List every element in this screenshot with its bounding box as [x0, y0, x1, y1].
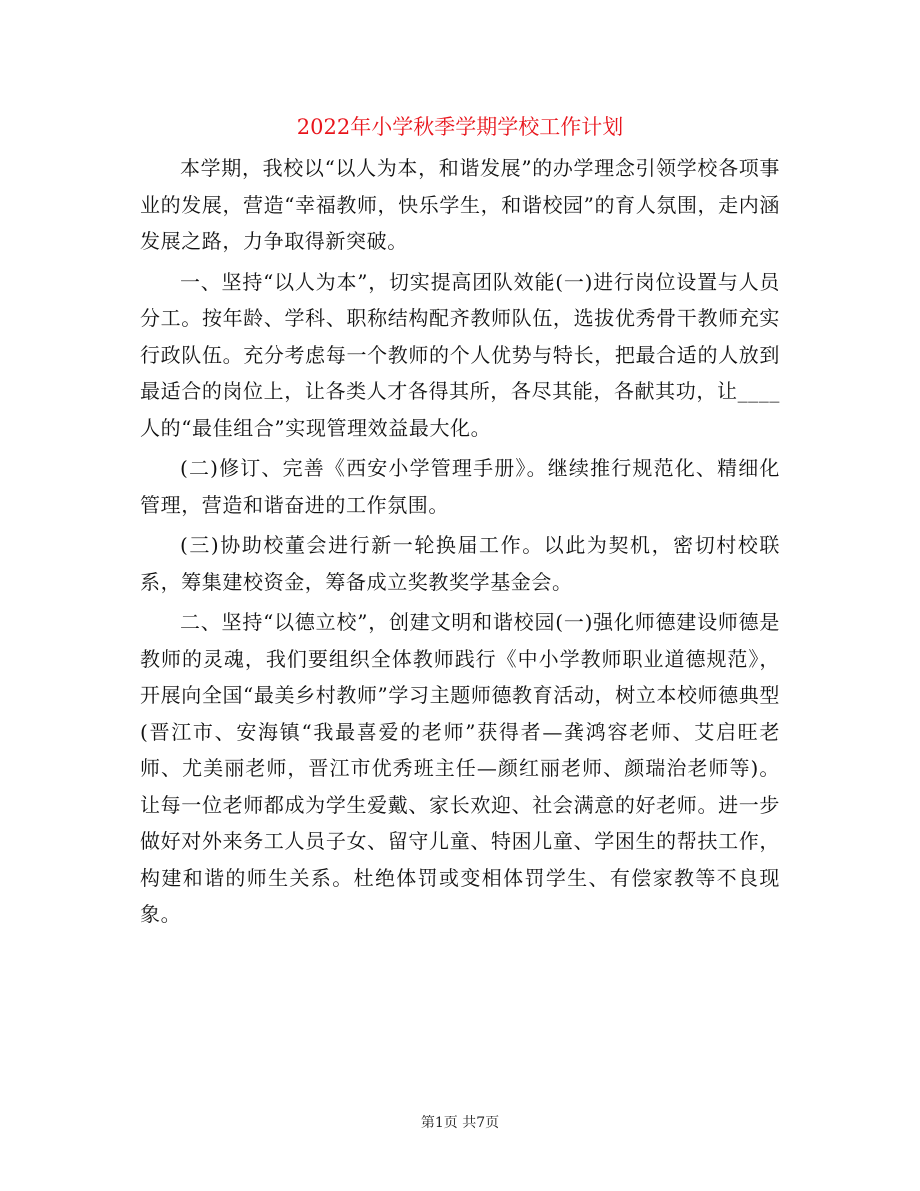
page-number-footer: 第1页 共7页 [420, 1115, 500, 1131]
paragraph-section-1-2: (二)修订、完善《西安小学管理手册》。继续推行规范化、精细化管理，营造和谐奋进的工作氛围。 [140, 456, 780, 517]
paragraph-section-1: 一、坚持“以人为本”，切实提高团队效能(一)进行岗位设置与人员分工。按年龄、学科、职称结构配齐教师队伍，选拔优秀骨干教师充实行政队伍。充分考虑每一个教师的个人优势与特长，把最合适的人放到最适合的岗位上，让各类人才各得其所，各尽其能，各献其功，让____人的“最佳组合”实现管理效益最大化。 [140, 269, 780, 440]
document-title: 2022年小学秋季学期学校工作计划 [296, 115, 624, 139]
paragraph-section-1-3: (三)协助校董会进行新一轮换届工作。以此为契机，密切村校联系，筹集建校资金，筹备成立奖教奖学基金会。 [140, 533, 780, 594]
paragraph-intro: 本学期，我校以“以人为本，和谐发展”的办学理念引领学校各项事业的发展，营造“幸福教师，快乐学生，和谐校园”的育人氛围，走内涵发展之路，力争取得新突破。 [140, 156, 780, 253]
paragraph-section-2: 二、坚持“以德立校”，创建文明和谐校园(一)强化师德建设师德是教师的灵魂，我们要组织全体教师践行《中小学教师职业道德规范》，开展向全国“最美乡村教师”学习主题师德教育活动，树立本校师德典型(晋江市、安海镇“我最喜爱的老师”获得者—龚鸿容老师、艾启旺老师、尤美丽老师，晋江市优秀班主任—颜红丽老师、颜瑞治老师等)。让每一位老师都成为学生爱戴、家长欢迎、社会满意的好老师。进一步做好对外来务工人员子女、留守儿童、特困儿童、学困生的帮扶工作，构建和谐的师生关系。杜绝体罚或变相体罚学生、有偿家教等不良现象。 [140, 610, 780, 926]
document-body [140, 150, 780, 933]
